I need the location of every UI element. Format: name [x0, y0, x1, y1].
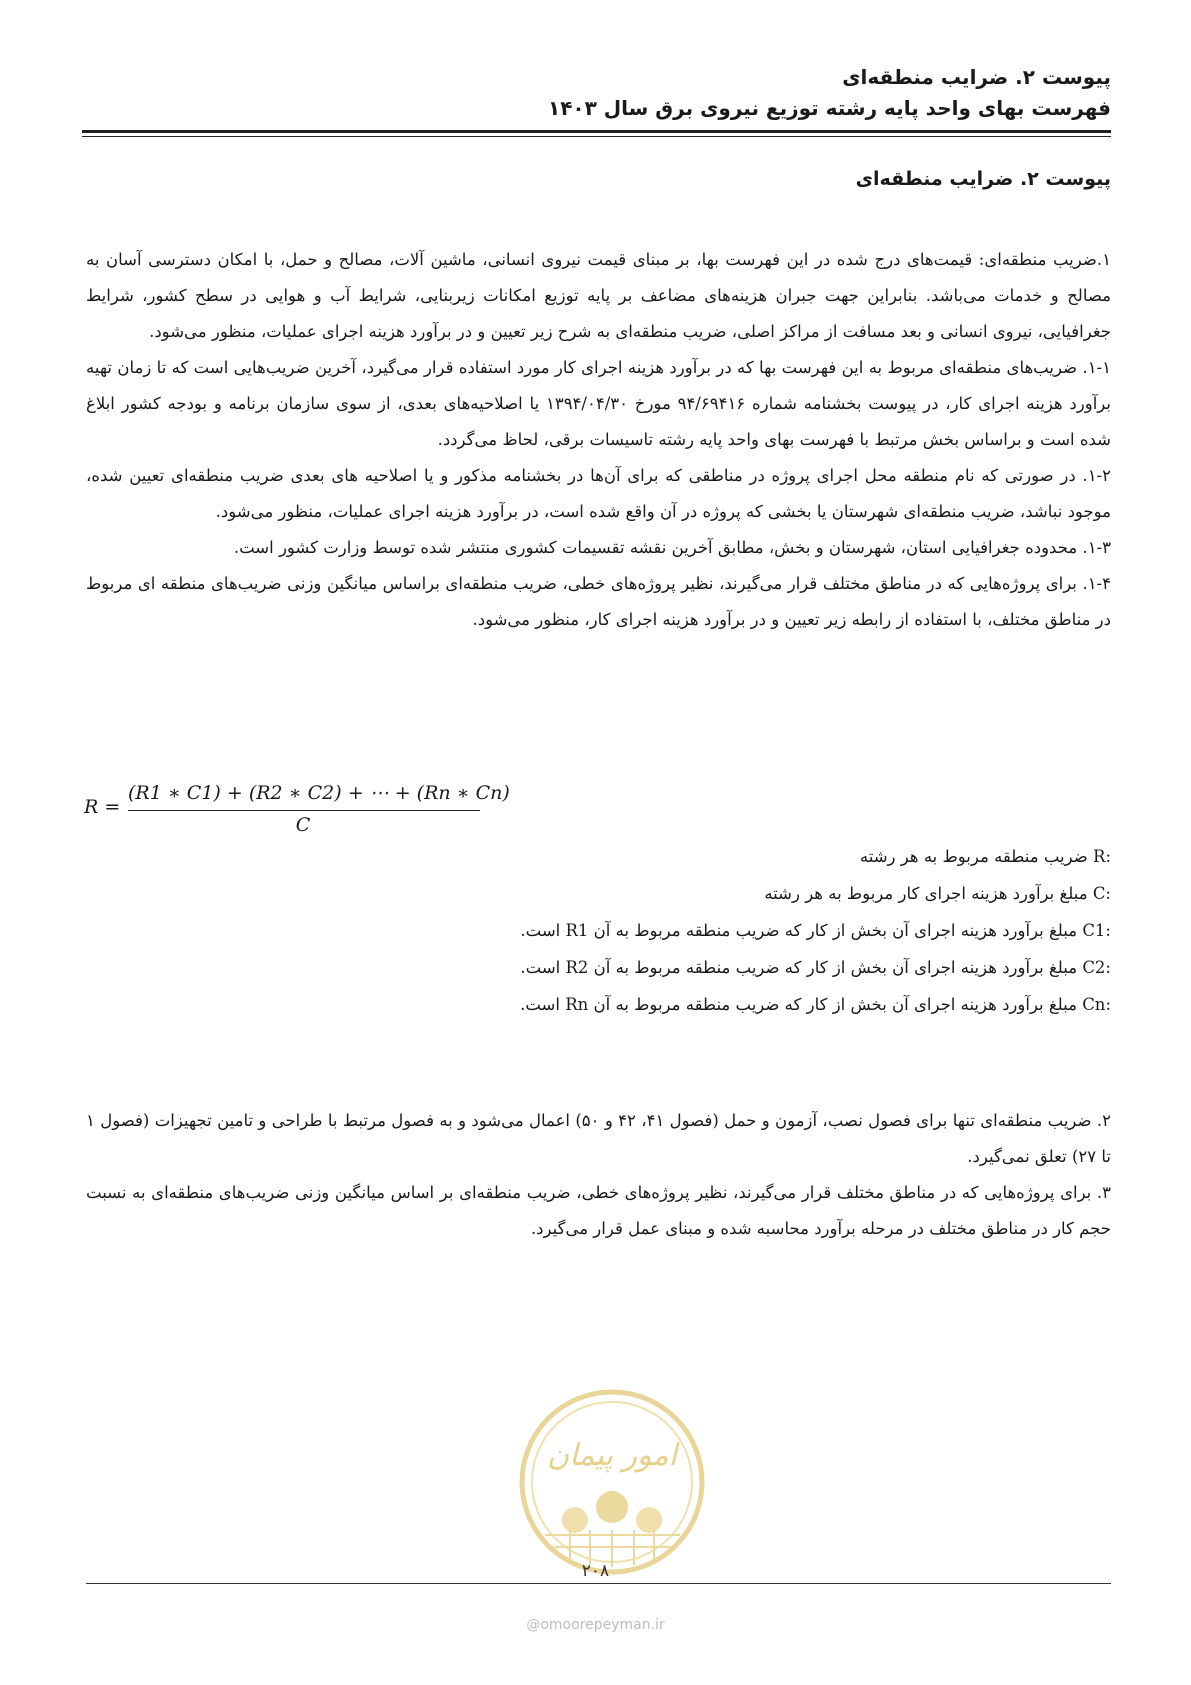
definition-tail: است. [520, 995, 566, 1014]
definition-symbol: C: [1092, 884, 1111, 903]
weighted-average-formula [84, 782, 510, 842]
definition-symbol: Cn: [1082, 995, 1111, 1014]
definition-row [520, 912, 1111, 949]
footer-rule [86, 1583, 1111, 1584]
paragraph: ۱-۴. برای پروژه‌هایی که در مناطق مختلف قرار می‌گیرند، نظیر پروژه‌های خطی، ضریب منطقه‌ای براساس میانگین وزنی ضریب‌های منطقه ای مربوط در مناطق مختلف، با استفاده از رابطه زیر تعیین و در برآورد هزینه اجرای کار، منظور می‌شود. [86, 574, 1111, 629]
definition-row [520, 875, 1111, 912]
definition-tail: است. [520, 921, 566, 940]
formula-denominator: C [295, 814, 311, 836]
formula-lhs: R = [84, 796, 121, 818]
section-title: پیوست ۲. ضرایب منطقه‌ای [855, 168, 1111, 190]
definition-coefficient: R2 [565, 958, 589, 977]
definition-row [520, 838, 1111, 875]
definition-coefficient: R1 [565, 921, 589, 940]
definition-text: ضریب منطقه مربوط به هر رشته [859, 847, 1094, 866]
paragraph: ۱-۳. محدوده جغرافیایی استان، شهرستان و بخش، مطابق آخرین نقشه تقسیمات کشوری منتشر شده توسط وزارت کشور است. [233, 538, 1111, 557]
header-title: پیوست ۲. ضرایب منطقه‌ای [842, 65, 1111, 89]
watermark-handle: @omoorepeyman.ir [526, 1617, 665, 1633]
paragraph: ۱-۱. ضریب‌های منطقه‌ای مربوط به این فهرست بها که در برآورد هزینه اجرای کار مورد استفاده قرار می‌گیرد، آخرین ضریب‌هایی است که تا زمان تهیه برآورد هزینه اجرای کار، در پیوست بخشنامه شماره ۹۴/۶۹۴۱۶ مورخ ۱۳۹۴/۰۴/۳۰ یا اصلاحیه‌های بعدی، از سوی سازمان برنامه و بودجه کشور ابلاغ شده است و براساس بخش مرتبط با فهرست بهای واحد پایه رشته تاسیسات برقی، لحاظ می‌گردد. [86, 358, 1111, 449]
header-rule-thin [82, 136, 1111, 137]
paragraph: ۳. برای پروژه‌هایی که در مناطق مختلف قرار می‌گیرند، نظیر پروژه‌های خطی، ضریب منطقه‌ای بر اساس میانگین وزنی ضریب‌های منطقه‌ای به نسبت حجم کار در مناطق مختلف در مرحله برآورد محاسبه شده و مبنای عمل قرار می‌گیرد. [86, 1183, 1111, 1238]
definition-symbol: C1: [1082, 921, 1111, 940]
definition-symbol: R: [1093, 847, 1111, 866]
paragraph: ۱-۲. در صورتی که نام منطقه محل اجرای پروژه در مناطقی که برای آن‌ها در بخشنامه مذکور و یا اصلاحیه های بعدی ضریب منطقه‌ای تعیین شده، موجود نباشد، ضریب منطقه‌ای شهرستان یا بخشی که پروژه در آن واقع شده است، در برآورد هزینه اجرای عملیات، منظور می‌شود. [86, 466, 1111, 521]
organization-seal-logo [515, 1385, 710, 1580]
formula-definitions [520, 838, 1111, 1023]
definition-text: مبلغ برآورد هزینه اجرای آن بخش از کار که ضریب منطقه مربوط به آن [588, 921, 1083, 940]
formula-numerator: (R1 ∗ C1) + (R2 ∗ C2) + ⋯ + (Rn ∗ Cn) [128, 782, 510, 804]
header-subtitle: فهرست بهای واحد پایه رشته توزیع نیروی برق سال ۱۴۰۳ [548, 96, 1111, 120]
seal-text: امور پیمان [547, 1438, 677, 1473]
body-text-continued [86, 1103, 1111, 1247]
body-text [86, 242, 1111, 638]
fraction-bar [128, 810, 480, 811]
definition-coefficient: Rn [565, 995, 589, 1014]
header-rule-thick [82, 130, 1111, 133]
definition-tail: است. [520, 958, 566, 977]
running-header [82, 62, 1111, 124]
definition-text: مبلغ برآورد هزینه اجرای کار مربوط به هر رشته [764, 884, 1093, 903]
definition-text: مبلغ برآورد هزینه اجرای آن بخش از کار که ضریب منطقه مربوط به آن [588, 958, 1083, 977]
page-number: ۲۰۸ [581, 1561, 610, 1581]
definition-symbol: C2: [1082, 958, 1111, 977]
paragraph: ۱.ضریب منطقه‌ای: قیمت‌های درج شده در این فهرست بها، بر مبنای قیمت نیروی انسانی، ماشین آلات، مصالح و حمل، با امکان دسترسی آسان به مصالح و خدمات می‌باشد. بنابراین جهت جبران هزینه‌های مضاعف بر پایه توزیع امکانات زیربنایی، شرایط آب و هوایی در سطح کشور، شرایط جغرافیایی، نیروی انسانی و بعد مسافت از مراکز اصلی، ضریب منطقه‌ای به شرح زیر تعیین و در برآورد هزینه اجرای عملیات، منظور می‌شود. [86, 250, 1111, 341]
definition-row [520, 949, 1111, 986]
definition-row [520, 986, 1111, 1023]
definition-text: مبلغ برآورد هزینه اجرای آن بخش از کار که ضریب منطقه مربوط به آن [588, 995, 1083, 1014]
paragraph: ۲. ضریب منطقه‌ای تنها برای فصول نصب، آزمون و حمل (فصول ۴۱، ۴۲ و ۵۰) اعمال می‌شود و به فصول مرتبط با طراحی و تامین تجهیزات (فصول ۱ تا ۲۷) تعلق نمی‌گیرد. [86, 1111, 1111, 1166]
